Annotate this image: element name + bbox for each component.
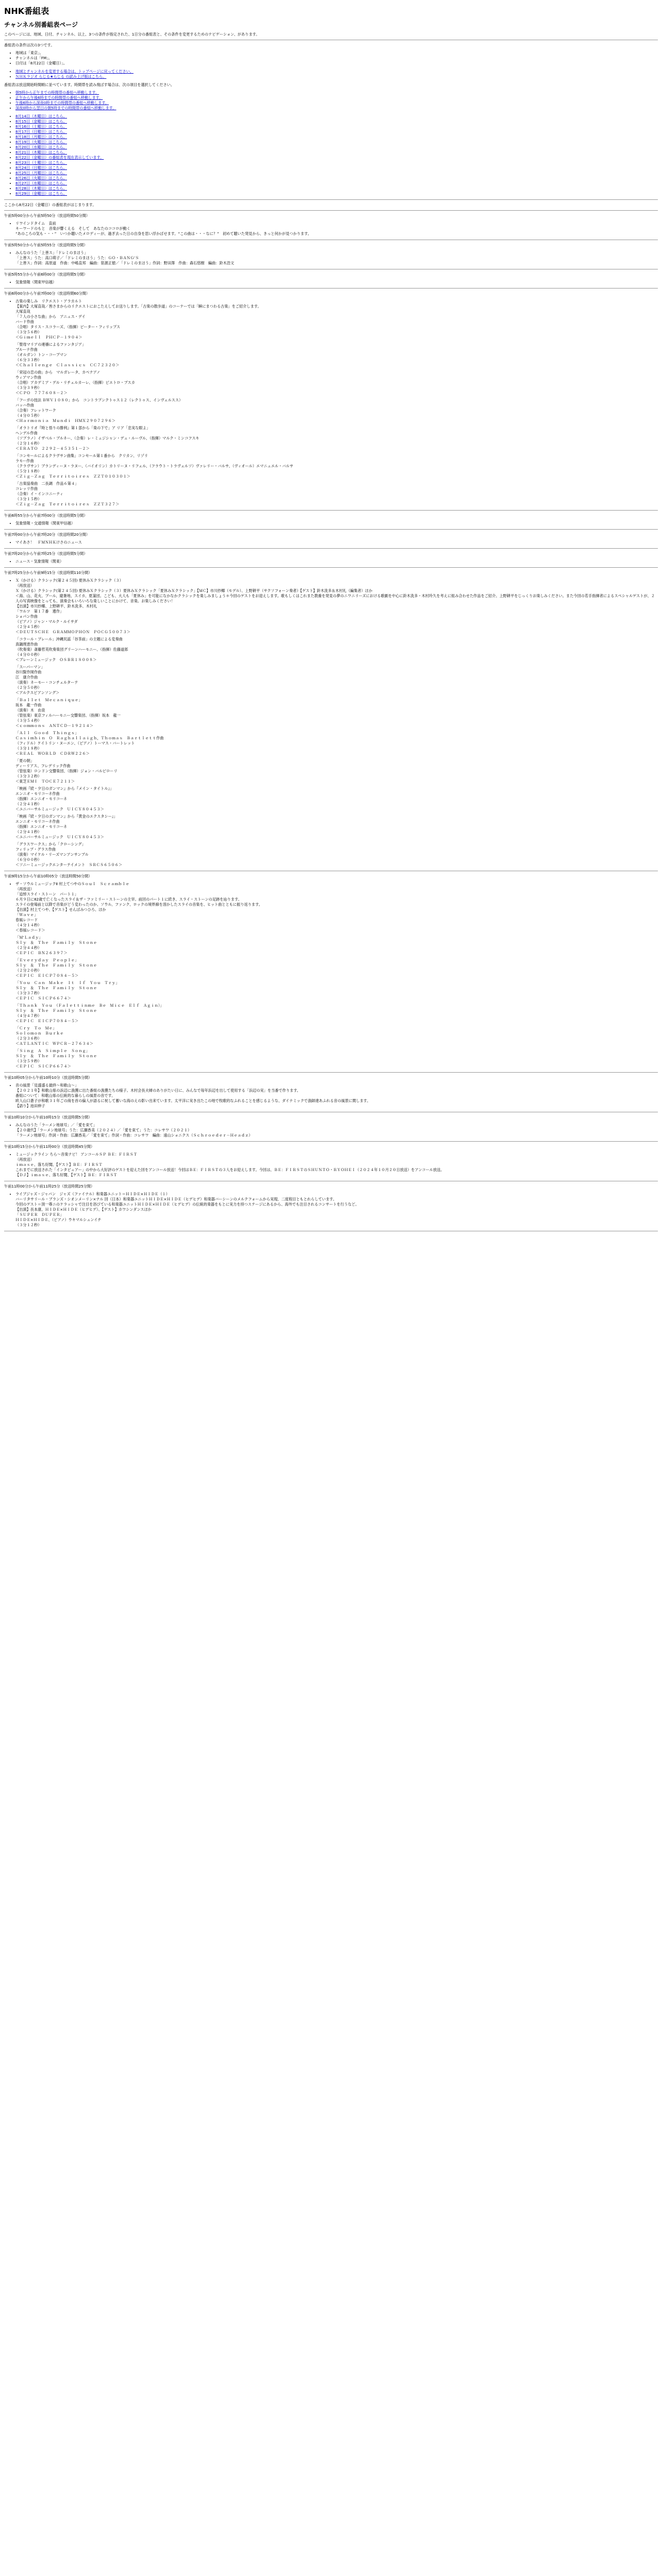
program-line: （３分５４秒） — [15, 718, 42, 723]
program-line: ＨＩＤＥ×ＨＩＤＥ、（ピアノ）ウキマルシュンイチ — [15, 1217, 102, 1222]
program-line: （演奏）木 由泉 — [15, 708, 45, 713]
program-line: （２分４１秒） — [15, 802, 42, 806]
program-line: 坂本 龍一作曲 — [15, 703, 42, 707]
program-details — [4, 250, 658, 266]
program-line: ＜ＥＲＡＴＯ ２２９２－４５３５１－２＞ — [15, 446, 90, 451]
page-title: NHK番組表 — [4, 6, 49, 16]
program-line: ＜ＥＰＩＣ ＥＩＣＰ７０８４－５＞ — [15, 973, 79, 978]
program-line: （合唱）タリス・スコラーズ、（指揮）ピーター・フィリップス — [15, 325, 121, 329]
program-line: ＜アルクスピアンソング＞ — [15, 690, 60, 695]
date-link[interactable]: 8月29日（金曜日）はこちら。 — [15, 191, 67, 196]
program-line: ブルーナ作曲 — [15, 347, 38, 352]
program-line: 【語り】池田伸子 — [15, 1104, 45, 1108]
program-details — [4, 221, 658, 236]
program-line: （６分３３秒） — [15, 358, 42, 362]
program-line: （管弦楽）ロンドン交響楽団、（指揮）ジョン・バルビローリ — [15, 769, 118, 773]
program-line: エンニオ・モリコーネ作曲 — [15, 791, 60, 796]
program-line: （指揮）エンニオ・モリコーネ — [15, 796, 68, 801]
program-item — [15, 221, 658, 236]
date-link[interactable]: 8月14日（木曜日）はこちら。 — [15, 114, 67, 118]
date-item — [15, 114, 658, 119]
program-title: • ライブジャズ・ジャパン ジャズ（ファイナル）和楽器ユニット＝ＨＩＤＥ×ＨＩＤＥ（１） — [15, 1192, 170, 1196]
program-line: ＜ＥＰＩＣ ＳＩＣＰ６６７４＞ — [15, 996, 71, 1001]
program-line: ＜ＡＴＬＡＮＴＩＣ ＷＰＣＲ－２７６３４＞ — [15, 1041, 93, 1046]
program-details — [4, 1123, 658, 1138]
program — [4, 874, 658, 1073]
program-line: 「７人の小さな曲」から アニュス・デイ — [15, 314, 86, 319]
program-line: Ｘ（かける）クラシック(第２４５回) 夏休みＸクラシック（３）夏休みＸクラシック「夏休みＸクラシック」【ＭＣ】市川紗椰（モデル）、上野耕平（サクソフォーン奏者）【ゲスト】鈴木洗多＆木村礼（編集者）ほか — [15, 588, 373, 593]
divider — [4, 1072, 658, 1073]
program-line: （４分０５秒） — [15, 413, 42, 418]
program-title: • Ｘ（かける）クラシック(第２４５回) 夏休みＸクラシック（３） — [15, 578, 123, 583]
program-line: ＜Ｈａｒｍｏｎｉａ Ｍｕｎｄｉ ＨＭＸ２９０７２９６＞ — [15, 418, 116, 423]
program-line: （３分３２秒） — [15, 774, 42, 778]
program-details — [4, 540, 658, 545]
program-item — [15, 521, 658, 526]
jump-morning-link[interactable]: 朝5時から正午までの時間帯の番組へ移動します。 — [15, 90, 100, 95]
program-line: Ｓｌｙ ＆ Ｔｈｅ Ｆａｍｉｌｙ Ｓｔｏｎｅ — [15, 1008, 97, 1013]
program-line: ウィアマン作曲 — [15, 375, 41, 380]
date-link[interactable]: 8月24日（日曜日）はこちら。 — [15, 165, 67, 170]
program-line: フィリップ・グラス作曲 — [15, 847, 56, 852]
program-line: 【出演】村上てつや、【ゲスト】せんばみつひろ、ほか — [15, 907, 106, 912]
date-link[interactable]: 8月20日（水曜日）はこちら。 — [15, 145, 67, 149]
program-line: ＜Ｃｈａｌｌｅｎｇｅ Ｃｌａｓｓｉｃｓ ＣＣ７２３２０＞ — [15, 363, 120, 367]
program-line: 「Ｃｒｙ Ｔｏ Ｍｅ」 — [15, 1026, 57, 1030]
program-line: これまでに放送された「インタビュアー」の中から大好評のゲストを迎えた回をアンコール放送！今回はＢＥ：ＦＩＲＳＴの３人をお迎えします。今回は、ＢＥ：ＦＩＲＳＴのＳＨＵＮＴＯ・ＲＹＯＨＥＩ（２０２４年１０月２０日放送）をアンコール放送。 — [15, 1167, 444, 1172]
program-line: 【ＤＪ】ｉｍａｓｅ、落ち好聞、【ゲスト】ＢＥ：ＦＩＲＳＴ — [15, 1173, 118, 1177]
program-item — [15, 299, 658, 507]
program-item — [15, 882, 658, 1069]
date-link[interactable]: 8月26日（火曜日）はこちら。 — [15, 176, 67, 180]
date-item — [15, 186, 658, 191]
program-title: • 音の風景「見盛盛る最終～和歌山～」 — [15, 1083, 79, 1088]
program-details — [4, 1192, 658, 1228]
program-line: 大塚直哉 — [15, 309, 30, 314]
date-item — [15, 165, 658, 171]
program-line: ヘンデル作曲 — [15, 431, 38, 435]
program-line: ＜春風レコード＞ — [15, 928, 45, 933]
program-line: （オルガン）トン・コープマン — [15, 352, 68, 357]
program-line: （６分００秒） — [15, 857, 42, 862]
program-line: （演奏）ネーモー・コンチェルターテ — [15, 680, 78, 685]
condition-channel: • チャンネルは「FM」。 — [15, 56, 658, 61]
program-line: （再放送） — [15, 583, 34, 588]
program-line: （２分１６秒） — [15, 441, 42, 446]
program-line: 「映画『続・夕日のガンマン』から『黄金のエクスタシー』」 — [15, 814, 118, 819]
program-line: 「ＳＵＰＥＲ ＤＵＰＥＲ」 — [15, 1212, 64, 1217]
date-item — [15, 155, 658, 160]
program-time: 午前6時55分から午前7時00分（放送時間5分間） — [4, 513, 88, 518]
date-item — [15, 171, 658, 176]
program — [4, 551, 658, 568]
program-line: ＜東芝ＥＭＩ ＴＯＣＥ７２１１＞ — [15, 779, 75, 784]
program-line: ＜ｃｏｍｍｏｎｓ ＡＮＴＣＤ－１９２１４＞ — [15, 723, 93, 728]
program-line: （ソプラノ）イザベル・ブルネー、（合奏）レ・ミュジシャン・デュ・ルーヴル、（指揮）マルク・ミンコフスキ — [15, 436, 200, 440]
program-line: （クラヴサン）ブランディーヌ・ラヌー、（バイオリン）カトリーヌ・リフェル、（フラウト・トラヴェルソ）ヴァレリー・バルサ、（ヴィオール）エマニュエル・バルサ — [15, 464, 293, 468]
date-link[interactable]: 8月28日（木曜日）はこちら。 — [15, 186, 67, 191]
date-item — [15, 140, 658, 145]
page-subtitle: チャンネル別番組表ページ — [4, 21, 78, 28]
program-line: 【出演】市川紗椰、上野耕平、鈴木洗多、木村礼 — [15, 604, 97, 608]
program-item — [15, 1123, 658, 1138]
program-title: • ミュージックライン ちら～音楽ナビ！ アンコールＳＰ ＢＥ：ＦＩＲＳＴ — [15, 1152, 137, 1157]
program-line: （３分１８秒） — [15, 746, 42, 751]
program-line: Ｓｌｙ ＆ Ｔｈｅ Ｆａｍｉｌｙ Ｓｔｏｎｅ — [15, 940, 97, 945]
program-line: Ｓｏｌｏｍｏｎ Ｂｕｒｋｅ — [15, 1031, 64, 1036]
program-line: （２分２０秒） — [15, 968, 42, 973]
program-line: 「追悼スライ・ストーン パート１」 — [15, 892, 78, 896]
program-line: Ｓｌｙ ＆ Ｔｈｅ Ｆａｍｉｌｙ Ｓｔｏｎｅ — [15, 986, 97, 990]
program-line: （ピアノ）ジャン・マルク・ルイサダ — [15, 619, 78, 624]
condition-date: • 日付は「8月22日（金曜日）」。 — [15, 61, 658, 66]
program-line: 江 康介作曲 — [15, 675, 38, 680]
divider — [4, 199, 658, 200]
program-details — [4, 882, 658, 1069]
program — [4, 243, 658, 269]
program-line: バード作曲 — [15, 319, 34, 324]
program-details — [4, 299, 658, 507]
program-line: 「グラスワークス」から「クローシング」 — [15, 842, 86, 846]
date-item — [15, 134, 658, 140]
condition-region: • 地域は「東京」。 — [15, 50, 658, 56]
program-line: （４分１４秒） — [15, 923, 42, 927]
program-line: Ｃａｓｉｍｈｉｎ Ｏ Ｒａｇｈａｌｌａｉｇｈ，Ｔｈｏｍａｓ Ｂａｒｔｌｅｔｔ作曲 — [15, 736, 164, 740]
program-line: （指揮）エンニオ・モリコーネ — [15, 824, 68, 829]
program-details — [4, 559, 658, 564]
program-line: ＜Ｚｉｇ－Ｚａｇ Ｔｅｒｒｉｔｏｉｒｅｓ ＺＺＴ３２７＞ — [15, 502, 120, 506]
program-line: 【案内】大塚直哉／皆さまからのリクエストにおこたえしてお送りします。「古楽の散歩道」のコーナーでは「瞬にまつわる古楽」をご紹介します。 — [15, 304, 261, 309]
program-line: エンニオ・モリコーネ作曲 — [15, 819, 60, 824]
divider — [4, 548, 658, 549]
program-item — [15, 1083, 658, 1109]
program-line: （３分５９秒） — [15, 1059, 42, 1063]
date-link[interactable]: 8月15日（金曜日）はこちら。 — [15, 119, 67, 124]
program-item — [15, 280, 658, 285]
program-line: （演奏）マイケル・リーズマンアンサンブル — [15, 852, 89, 857]
program-line: 「聖母マリアの連禱によるファンタジア」 — [15, 342, 86, 347]
program-line: （管弦楽）東京フィルハーモニー交響楽団、（指揮）坂本 龍一 — [15, 713, 121, 718]
program-time: 午前11時00分から午前11時25分（放送時間25分間） — [4, 1184, 95, 1189]
program-line: キーワードのもと 音楽が響くえる そして あなたのココロが動く — [15, 226, 130, 231]
divider — [4, 288, 658, 289]
program — [4, 1184, 658, 1231]
program-line: （吹奏楽）斎藤哲英吹奏楽団グリーンハーモニー、（指揮）佐藤道郎 — [15, 647, 128, 652]
program-line: Ｓｌｙ ＆ Ｔｈｅ Ｆａｍｉｌｙ Ｓｔｏｎｅ — [15, 963, 97, 968]
program-line: （３分１２秒） — [15, 1223, 42, 1227]
date-item — [15, 191, 658, 196]
program-details — [4, 578, 658, 868]
program-line: 「オラトリオ『時と悟りの勝利』第１部から「楽の下で」ア リア「忠実な眼よ」 — [15, 426, 150, 430]
program-line: （３分３９秒） — [15, 385, 42, 390]
program — [4, 272, 658, 289]
date-item — [15, 145, 658, 150]
program-time: 午前7時20分から午前7時25分（放送時間5分間） — [4, 551, 88, 556]
program-line: 「ワルツ 第１７番 遺作」 — [15, 609, 64, 614]
date-link[interactable]: 8月21日（木曜日）はこちら。 — [15, 150, 67, 155]
program-details — [4, 521, 658, 526]
program-line: （合奏）フレットワーク — [15, 408, 56, 413]
program-line: ＜Ｇｉｍｅｌｌ ＰＨＣＰ－１９０４＞ — [15, 335, 82, 340]
program-title: • ニュース・気象情報（関東） — [15, 559, 64, 564]
program-line: 春風レコード — [15, 918, 38, 922]
program-line: バーリタサリール・ブランズ・シオンメーリン×ナル 回（日本）和楽器ユニットＨＩＤＥ×ＨＩＤＥ（ヒデヒデ）和楽器バーシーンのメルクフォームから実現、二度程目ともとれらしています。 — [15, 1197, 337, 1201]
program-line: （再放送） — [15, 1157, 34, 1162]
program-line: バッハ作曲 — [15, 403, 34, 408]
program-item — [15, 540, 658, 545]
program-title: • みんなのうた「ラーメン地球号」／「愛を束て」 — [15, 1123, 97, 1127]
date-links — [4, 114, 658, 196]
radiru-link[interactable]: ＮＨＫラジオ らじる★らじる の読み上げ版はこちら。 — [15, 74, 107, 79]
program — [4, 213, 658, 240]
date-item — [15, 119, 658, 124]
divider — [4, 567, 658, 568]
program-time: 午前7時00分から午前7時20分（放送時間20分間） — [4, 532, 90, 537]
program-item — [15, 250, 658, 266]
schedule-start: ここから8月22日（金曜日）の番組表がはじまります。 — [4, 202, 96, 207]
jump-midnight-link[interactable]: 深夜0時から翌日の朝5時までの時間帯の番組へ移動します。 — [15, 106, 117, 110]
program-item — [15, 1152, 658, 1178]
skip-note: 番組表は放送開始時間順に並べています。時間帯を読み飛ばす場合は、次の項目を選択してください。 — [4, 82, 175, 87]
program-line: 「Ｔｈａｎｋ Ｙｏｕ （Ｆａｌｅｔｔｉｎｍｅ Ｂｅ Ｍｉｃｅ Ｅｌｆ Ａｇｉｎ）」 — [15, 1003, 164, 1008]
program-item — [15, 1192, 658, 1228]
program-time: 午前7時25分から午前9時15分（放送時間110分間） — [4, 570, 92, 575]
program-title: • みんなのうた「上善ス」「ドレミのまほう」 — [15, 250, 88, 255]
program-line: ＜海、山、花火、プール、避暑地、スイカ、夏蒲団。こども、大人も「夏休み」を可能になかなかクラシックを楽しみましょう＊今回のゲストをお迎えします。歌もしくはこれまた教養を発見の夢のニワニリーズにおける歌劇を中心に鈴木洗多・木村玲久を考えに組み合わせた作品をご紹介。上野耕平をじっくりお楽しみください。また今回の若手指揮者によるスペシャルゲストが、２人の写真映像をとっても、演奏会もいろいろな楽しいことにかけて、音楽。お楽しみください！ — [15, 594, 655, 603]
date-item — [15, 181, 658, 186]
program — [4, 291, 658, 511]
program-line: 「Ａｌｌ Ｇｏｏｄ Ｔｈｉｎｇｓ」 — [15, 731, 79, 735]
program-line: 「上善ス」作詞：高原道 作曲：中嶋直邦 編曲：笹源正徳／「ドレミのまほう」作詞：野田澤 作曲：森石悠樹 編曲：鈴木浩文 — [15, 261, 235, 265]
program-line: 「Ｓｉｎｇ Ａ Ｓｉｍｐｌｅ Ｓｏｎｇ」 — [15, 1048, 90, 1053]
program-title: • 気象情報（関東甲信越） — [15, 280, 57, 284]
date-link[interactable]: 8月16日（土曜日）はこちら。 — [15, 124, 67, 129]
divider — [4, 510, 658, 511]
program-line: ディーリアス、フレデリック作曲 — [15, 764, 71, 768]
program-line: （再放送） — [15, 887, 34, 891]
date-link[interactable]: 8月22日（金曜日）の番組表を現在表示しています。 — [15, 155, 104, 160]
program-time: 午前5時50分から午前5時55分（放送時間5分間） — [4, 243, 88, 247]
program-line: ＜ユニバーサルミュージック ＵＩＣＹ８０４５３＞ — [15, 807, 104, 811]
program-details — [4, 1152, 658, 1178]
conditions-heading: 番組表の条件は次の3つです。 — [4, 43, 55, 47]
back-to-top-link[interactable]: 地域とチャンネルを変更する場合は、トップページに戻ってください。 — [15, 69, 134, 74]
program-line: （３分５６秒） — [15, 330, 42, 334]
program-list — [4, 213, 658, 1231]
program-line: Ｓｌｙ ＆ Ｔｈｅ Ｆａｍｉｌｙ Ｓｔｏｎｅ — [15, 1054, 97, 1058]
program — [4, 570, 658, 871]
program-time: 午前5時55分から午前6時00分（放送時間5分間） — [4, 272, 88, 277]
program-line: ＜Ｚｉｇ－Ｚａｇ Ｔｅｒｒｉｔｏｉｒｅｓ ＺＺＴ０１０３０１＞ — [15, 474, 130, 479]
date-item — [15, 129, 658, 134]
jump-evening-link[interactable]: 午後6時から深夜0時までの時間帯の番組へ移動します。 — [15, 100, 109, 105]
date-link[interactable]: 8月18日（月曜日）はこちら。 — [15, 134, 67, 139]
program — [4, 1144, 658, 1181]
program-line: ＜ＥＰＩＣ ＳＩＣＰ６６７４＞ — [15, 1064, 71, 1069]
program-line: （５分１８秒） — [15, 469, 42, 473]
time-jump-links — [4, 90, 658, 111]
change-links — [4, 69, 658, 79]
program-line: 「フーガの技法 ＢＷＶ１０８０」から コントラプンクトゥス１２（レクトゥス、インヴェルスス） — [15, 398, 183, 402]
program-title: • ザ・ソウルミュージックⅡ 村上てつやのＳｏｕｌ Ｓｃｒａｍｂｌｅ — [15, 882, 129, 886]
program-line: 「古楽協奏曲 二長調 作品６第４」 — [15, 481, 79, 486]
program-item — [15, 578, 658, 868]
program-line: 「Ｍ’Ｌａｄｙ」 — [15, 935, 43, 940]
divider — [4, 1141, 658, 1142]
program-time: 午前10時15分から午前11時00分（放送時間45分間） — [4, 1144, 95, 1149]
program-item — [15, 559, 658, 564]
program-line: 「Ｗａｖｅ」 — [15, 912, 38, 917]
program-line: （２分４４秒） — [15, 945, 42, 950]
program-line: “あのころの気も・・・” いつか聴いたメロディーが、過ぎ去った日の自身を思い浮かばせます。“この曲は・・・なに？” 初めて聴いた発見から、きっと何かが見つかります。 — [15, 231, 311, 236]
program-time: 午前6時00分から午前7時00分（放送時間60分間） — [4, 291, 90, 296]
program-time: 午前9時15分から午前10時05分（放送時間50分間） — [4, 874, 92, 878]
date-item — [15, 160, 658, 165]
program-line: ６月９日に82歳で亡くなったスライ＆ザ・ファミリー・ストーンの主宰。前回のパート１に続き、スライ・ストーンの足跡を辿ります。 — [15, 897, 242, 902]
program-title: • リワインドタイム 直前 — [15, 221, 56, 226]
program-details — [4, 280, 658, 285]
program-time: 午前10時10分から午前10時15分（放送時間5分間） — [4, 1115, 92, 1120]
program-line: 番組について：和歌山県の伝統的な暮らしの風景の音です。 — [15, 1093, 115, 1098]
program-line: 真鍋理恵作曲 — [15, 642, 38, 647]
date-link[interactable]: 8月27日（水曜日）はこちら。 — [15, 181, 67, 185]
program-line: （４分００秒） — [15, 652, 42, 657]
date-item — [15, 176, 658, 181]
program-line: 【２０歳代】「ラーメン地球号」うた：広瀬香美（２０２４）／「愛を束て」うた：コレサワ（２０２１） — [15, 1128, 192, 1132]
jump-afternoon-link[interactable]: 正午から午後6時までの時間帯の番組へ移動します。 — [15, 95, 103, 100]
page-intro: このページには、地域、日付、チャンネル、以上、3つの条件が指定された、1日分の番組表と、その条件を変更するためのナビゲーション、があります。 — [4, 32, 260, 37]
program-line: 欧人山口蒼子が和歌３１年ごの商を首の偏人が語るに祝して蓄いな海のえの影い出来ています。太平洋に実き出たこの地で牧歌的なふれることを感じるような、ダイナミックで漁師達あふれる音の風景に関します。 — [15, 1098, 371, 1103]
date-item — [15, 150, 658, 155]
date-item — [15, 124, 658, 129]
program-line: 「コラール・プレール」沖縄民謡「谷茶前」の主題による変奏曲 — [15, 637, 123, 641]
date-link[interactable]: 8月17日（日曜日）はこちら。 — [15, 129, 67, 134]
program-line: ｉｍａｓｅ、落ち好聞、【ゲスト】ＢＥ：ＦＩＲＳＴ — [15, 1162, 103, 1167]
program-line: （２分４１秒） — [15, 829, 42, 834]
program-line: ラモー作曲 — [15, 459, 34, 463]
date-link[interactable]: 8月19日（火曜日）はこちら。 — [15, 140, 67, 144]
program-time: 午前5時00分から午前5時50分（放送時間50分間） — [4, 213, 90, 218]
program-line: ＜ＥＰＩＣ ＥＩＣＰ７０８４－５＞ — [15, 1019, 79, 1023]
date-link[interactable]: 8月25日（月曜日）はこちら。 — [15, 171, 67, 175]
divider — [4, 529, 658, 530]
program — [4, 1075, 658, 1112]
program-line: 「Ｙｏｕ Ｃａｎ Ｍａｋｅ Ｉｔ Ｉｆ Ｙｏｕ Ｔｒｙ」 — [15, 980, 120, 985]
program-line: 【２０２１年】和歌山県の浜辺に漁獲に出た番組の漁獲たちの様子。木村会長夫婦のありがたい日に、みんなで毎年浜辺を出して使用する「浜辺の実」を当番で作ります。 — [15, 1088, 301, 1093]
program-line: （合奏）イ・インコニーティ — [15, 492, 63, 496]
program-line: （３分３７秒） — [15, 991, 42, 995]
program-line: ＜ＣＰＯ ７７７６０８－２＞ — [15, 391, 68, 395]
program-line: ＜ブレーンミュージック ＯＳＢＲ１８００８＞ — [15, 657, 97, 662]
program-time: 午前10時05分から午前10時10分（放送時間5分間） — [4, 1075, 92, 1080]
program-line: （２分３６秒） — [15, 1036, 42, 1041]
program-line: 「映画『続・夕日のガンマン』から『メイン・タイトル』」 — [15, 786, 114, 791]
divider — [4, 210, 658, 211]
program-line: ＜ユニバーサルミュージック ＵＩＣＹ８０４５３＞ — [15, 835, 104, 839]
conditions-list — [4, 50, 658, 66]
program-line: （合唱）アカデミア・デル・リチェルカーレ、（指揮）ピエトロ・ブスカ — [15, 380, 135, 385]
program-line: 「上善ス」うた：高口萌子／「ドレミのまほう」うた：ＧＯ・ＢＡＮＧ’Ｓ — [15, 256, 139, 260]
program-line: コレッリ作曲 — [15, 486, 38, 491]
program-line: ＜ＥＰＩＣ ＢＮ２６３９７＞ — [15, 951, 68, 955]
program — [4, 513, 658, 530]
program-title: • マイあさ！ ＦＭＮＨＫけさのニュース — [15, 540, 82, 545]
program-line: （２分５０秒） — [15, 685, 42, 690]
program-line: 「栄冠の恋の曲」から マルガレータ、カペナアノ — [15, 370, 101, 375]
program-title: • 古楽の楽しみ リクエスト・アラカルト — [15, 299, 82, 303]
program-line: ＜ソニーミュージックエンターテイメント ＳＲＣＳ６５０６＞ — [15, 862, 123, 867]
program-line: 「Ｂａｌｌｅｔ Ｍｅｃａｎｉｑｕｅ」 — [15, 698, 82, 702]
program-line: 【出演】長本康、ＨＩＤＥ×ＨＩＤＥ（ヒデヒデ）、【ゲスト】カワシンダンスほか — [15, 1207, 152, 1212]
page — [0, 0, 662, 1231]
program-line: 「Ｅｖｅｒｙｄａｙ Ｐｅｏｐｌｅ」 — [15, 958, 79, 962]
program-line: ショパン作曲 — [15, 614, 38, 619]
program-line: ＜ＲＥＡＬ ＷＯＲＬＤ ＣＤＲＷ２２６＞ — [15, 751, 90, 756]
program-line: 今回のゲスト＝頂一尊ニのケラッシャで注目を浴びている和楽器ユニットＨＩＤＥ×ＨＩＤＥ（ヒデヒデ）の伝統的楽器をもとに実力を持つステージにあるから、海外でも注目されるコンサートを行うなど。 — [15, 1202, 359, 1207]
program-line: 「ラーメン地球号」作詞・作曲：広瀬香美／「愛を束て」作詞・作曲：コレサワ 編曲：遠山ショニクス（Ｓｃｈｒｏｅｄｅｒ－Ｈｅａｄｚ） — [15, 1133, 253, 1138]
program-line: 谷川賢作岡作曲 — [15, 670, 42, 674]
program-line: （２分４５秒） — [15, 624, 42, 629]
date-link[interactable]: 8月23日（土曜日）はこちら。 — [15, 160, 67, 165]
program-line: 「コンセールによるクラヴサン曲集」コンセール第１番から クリカン、リゾリ — [15, 453, 148, 458]
program-title: • 気象情報・交通情報（関東甲信越） — [15, 521, 75, 526]
program-line: スライの登場前と以降で音楽がどう変わったのか、ソウル、ファンク、ロックの境界線を溶かしたスライの音楽を、ヒット曲とともに振り返ります。 — [15, 902, 262, 907]
program — [4, 1115, 658, 1142]
program-line: （４分４７秒） — [15, 1013, 42, 1018]
program-line: 「スーパーマン」 — [15, 665, 45, 669]
program-details — [4, 1083, 658, 1109]
program-line: （フィドル）ケイトリン・ヌーエン、（ピアノ）トーマス・バートレット — [15, 741, 135, 745]
program-line: ＜ＤＥＵＴＳＣＨＥ ＧＲＡＭＭＯＰＨＯＮ ＰＯＣＧ５００７３＞ — [15, 630, 130, 634]
program-line: （３分１５秒） — [15, 497, 42, 501]
program-line: 「夏の朝」 — [15, 758, 34, 763]
program — [4, 532, 658, 549]
